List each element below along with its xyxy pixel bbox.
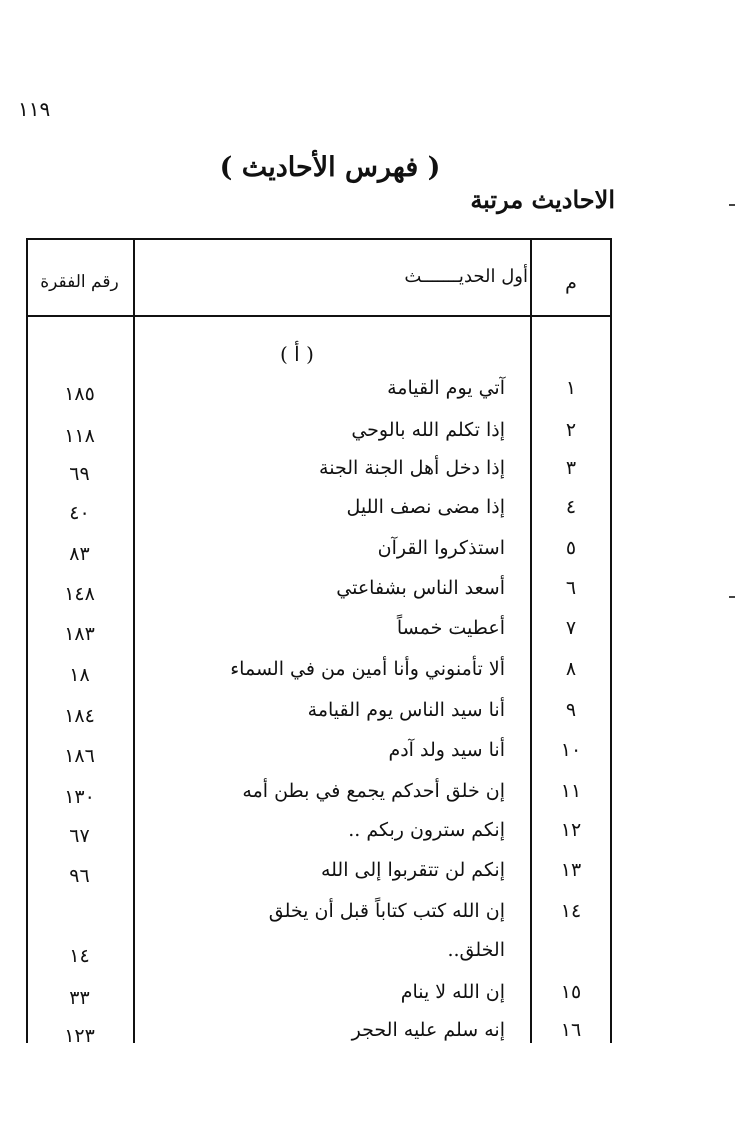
row-index: ٧	[565, 617, 577, 639]
row-hadith-text: أنا سيد ولد آدم	[388, 739, 505, 761]
row-hadith-text: إنه سلم عليه الحجر	[351, 1019, 505, 1041]
row-paragraph-number: ٨٣	[69, 543, 90, 565]
row-index: ١٣	[560, 859, 582, 881]
row-paragraph-number: ٦٧	[69, 825, 90, 847]
table-header-divider	[26, 315, 612, 317]
row-hadith-text: أسعد الناس بشفاعتي	[336, 577, 505, 599]
row-paragraph-number: ٣٣	[69, 987, 90, 1009]
row-paragraph-number: ١٤٨	[64, 583, 95, 605]
row-index: ٦	[565, 577, 577, 599]
row-index: ٥	[565, 537, 577, 559]
scan-margin-mark	[729, 596, 735, 598]
scan-margin-mark	[729, 204, 735, 206]
row-index: ٤	[565, 496, 577, 518]
row-paragraph-number: ١٨٥	[64, 383, 95, 405]
row-paragraph-number: ١٢٣	[64, 1025, 95, 1047]
row-hadith-text: ألا تأمنوني وأنا أمين من في السماء	[230, 658, 505, 680]
row-paragraph-number: ٩٦	[69, 865, 90, 887]
row-index: ١٢	[560, 819, 582, 841]
row-paragraph-number: ١١٨	[64, 425, 95, 447]
header-paragraph-number: رقم الفقرة	[40, 272, 119, 292]
row-hadith-text: إنكم لن تتقربوا إلى الله	[320, 859, 505, 881]
row-hadith-text: إذا دخل أهل الجنة الجنة	[319, 457, 505, 479]
header-hadith-beginning: أول الحديـــــــث	[404, 266, 528, 287]
row-hadith-text: الخلق..	[447, 939, 505, 961]
header-index: م	[565, 272, 577, 294]
row-paragraph-number: ٤٠	[69, 502, 90, 524]
row-index: ١٤	[560, 900, 582, 922]
row-hadith-text: إن الله لا ينام	[400, 981, 505, 1003]
row-paragraph-number: ٦٩	[69, 463, 90, 485]
row-hadith-text: إن خلق أحدكم يجمع في بطن أمه	[242, 780, 505, 802]
row-paragraph-number: ١٨٣	[64, 623, 95, 645]
row-index: ١	[565, 377, 577, 399]
row-index: ٩	[565, 699, 577, 721]
row-hadith-text: استذكروا القرآن	[377, 537, 505, 559]
page-subtitle: الاحاديث مرتبة	[470, 185, 615, 214]
section-letter: ( أ )	[280, 342, 314, 366]
row-index: ١٦	[560, 1019, 582, 1041]
row-hadith-text: أعطيت خمساً	[396, 617, 505, 639]
row-paragraph-number: ١٤	[69, 945, 90, 967]
row-hadith-text: إن الله كتب كتاباً قبل أن يخلق	[268, 900, 505, 922]
table-border-right	[610, 238, 612, 1043]
row-paragraph-number: ١٨٦	[64, 745, 95, 767]
row-hadith-text: أنا سيد الناس يوم القيامة	[307, 699, 505, 721]
page-title: ( فهرس الأحاديث )	[219, 152, 441, 183]
row-index: ١١	[560, 780, 582, 802]
row-hadith-text: إنكم سترون ربكم ..	[348, 819, 505, 841]
row-paragraph-number: ١٨٤	[64, 705, 95, 727]
row-hadith-text: إذا تكلم الله بالوحي	[351, 419, 505, 441]
row-index: ١٠	[560, 739, 582, 761]
page-number: ١١٩	[18, 97, 51, 121]
row-paragraph-number: ١٣٠	[64, 786, 95, 808]
row-index: ٢	[565, 419, 577, 441]
row-index: ١٥	[560, 981, 582, 1003]
table-column-divider-paragraph	[133, 238, 135, 1043]
table-border-top	[26, 238, 612, 240]
row-paragraph-number: ١٨	[69, 664, 90, 686]
row-hadith-text: آتي يوم القيامة	[387, 377, 505, 399]
row-index: ٣	[565, 457, 577, 479]
row-index: ٨	[565, 658, 577, 680]
row-hadith-text: إذا مضى نصف الليل	[346, 496, 505, 518]
